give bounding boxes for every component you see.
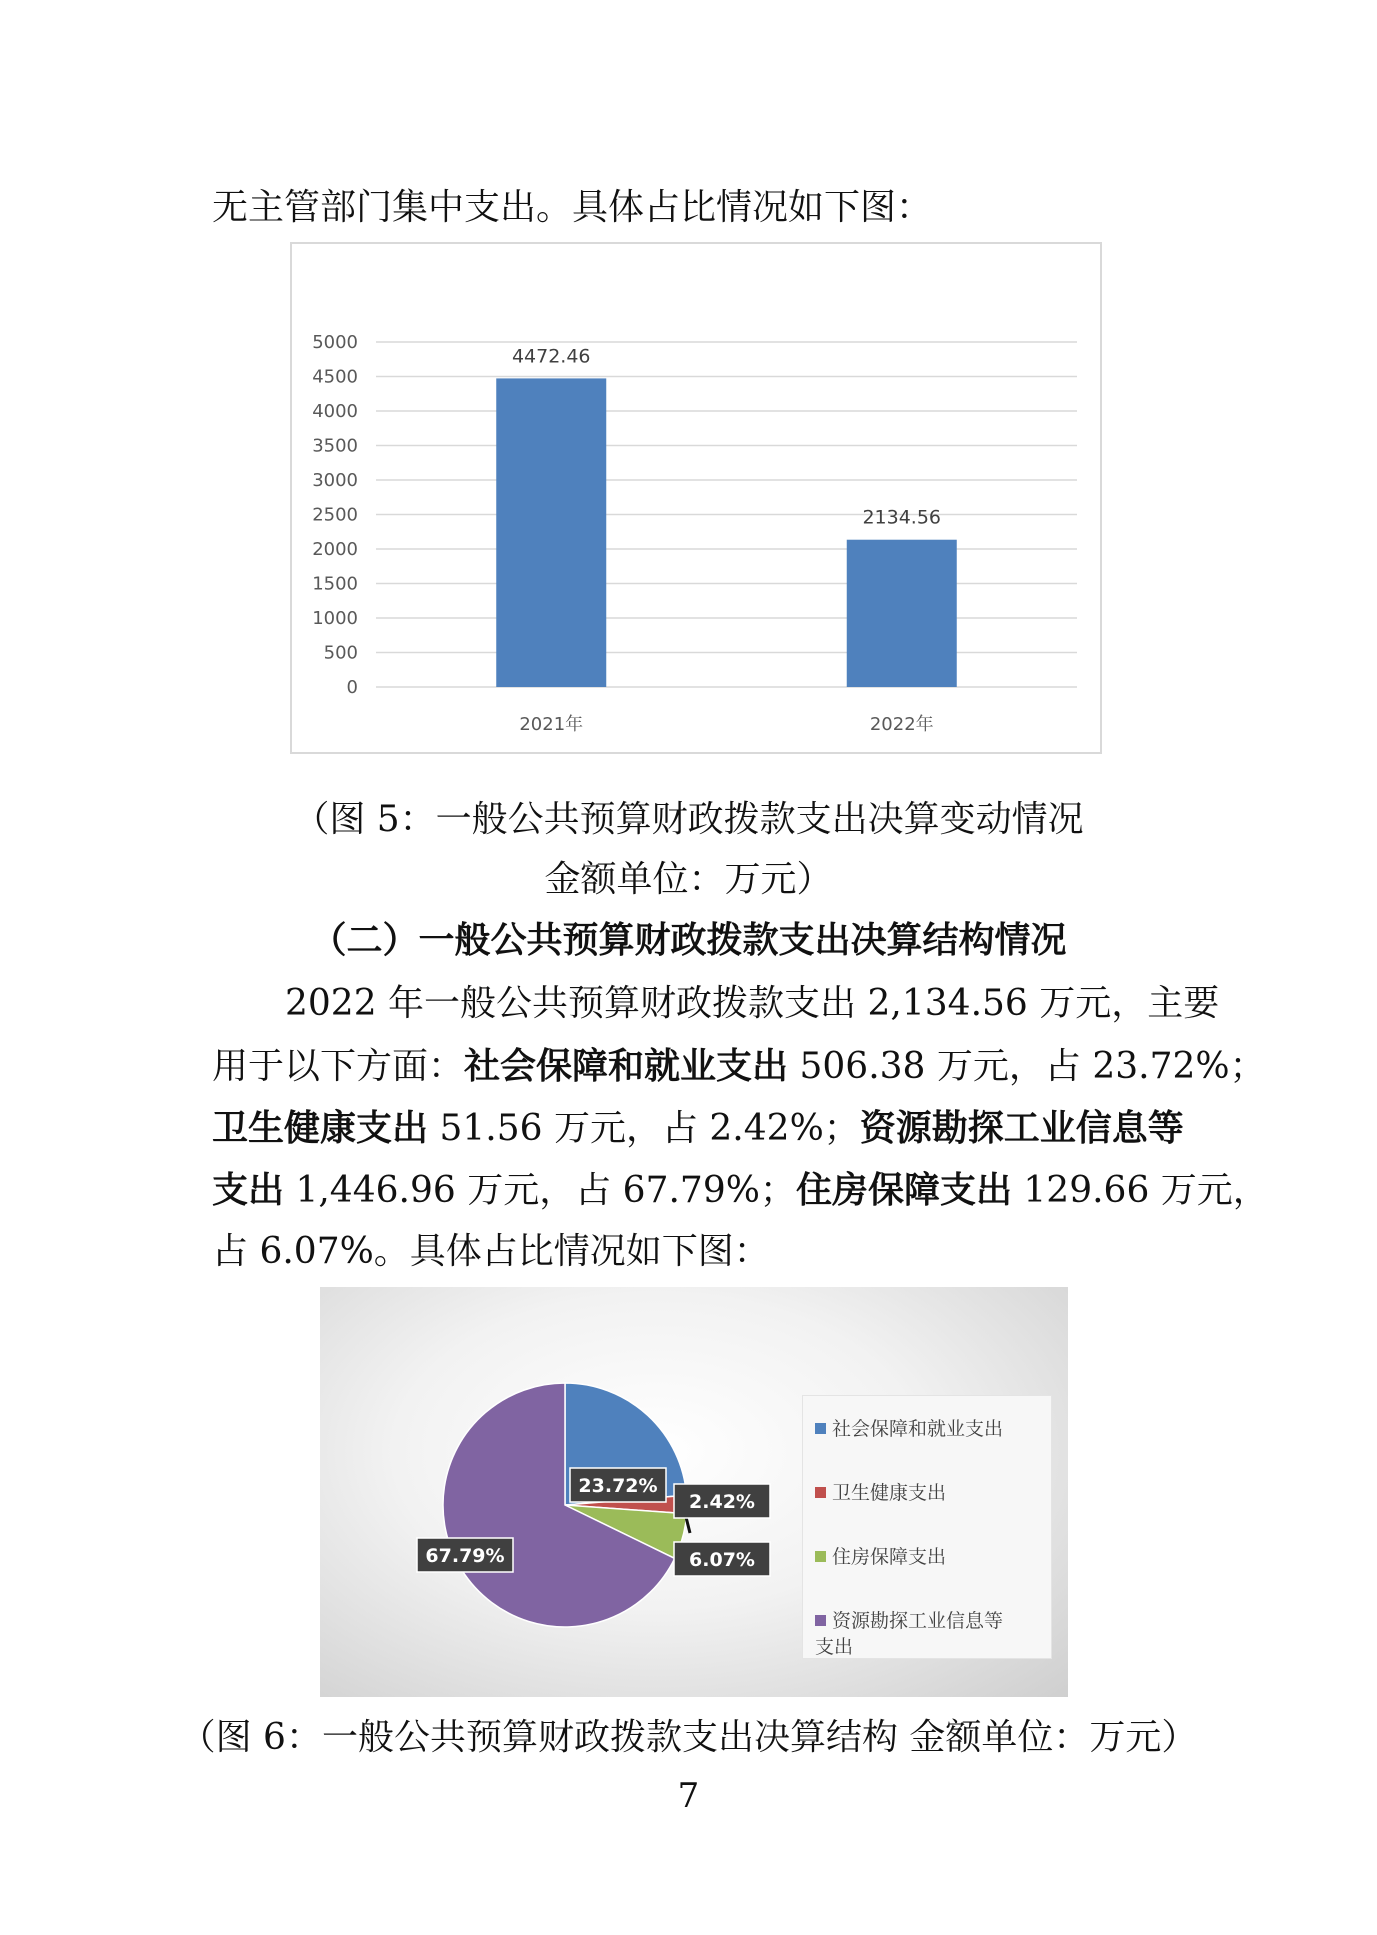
text-run: 51.56 万元，占 2.42%； [428,1108,860,1149]
legend-label: 资源勘探工业信息等支出 [815,1610,1004,1658]
pie-chart [320,1287,1068,1697]
legend-item [815,1608,1021,1660]
data-label: 4472.46 [511,345,591,368]
data-label: 6.07% [689,1549,755,1571]
bar-chart-svg [292,244,1100,752]
y-tick-label: 0 [346,677,358,698]
page-number: 7 [677,1776,700,1816]
legend-label: 卫生健康支出 [832,1482,947,1504]
x-tick-label: 2021年 [519,714,584,735]
legend-swatch [815,1487,826,1498]
text-run: 1,446.96 万元，占 67.79%； [284,1170,796,1211]
data-label: 2134.56 [862,506,942,529]
bold-run: 社会保障和就业支出 [464,1045,789,1087]
y-tick-label: 3000 [312,470,358,491]
y-tick-label: 4000 [312,401,358,422]
bold-run: 支出 [212,1169,285,1211]
legend-label: 住房保障支出 [832,1546,947,1568]
fig5-caption-line1: （图 5：一般公共预算财政拨款支出决算变动情况 [293,799,1084,840]
paragraph-line-2 [212,1042,1266,1091]
pie-legend [802,1395,1052,1659]
bar-chart [290,242,1102,754]
bold-run: 住房保障支出 [795,1169,1012,1211]
y-tick-label: 2000 [312,539,358,560]
bold-run: 资源勘探工业信息等 [859,1107,1184,1149]
section-heading: （二）一般公共预算财政拨款支出决算结构情况 [310,919,1067,961]
data-label: 2.42% [689,1491,755,1513]
paragraph-line-3 [212,1104,1192,1153]
intro-line: 无主管部门集中支出。具体占比情况如下图： [212,187,933,228]
legend-swatch [815,1423,826,1434]
bar [847,540,957,687]
y-tick-label: 1000 [312,608,358,629]
paragraph-line-1 [285,980,1265,1028]
legend-item [815,1544,1045,1570]
bold-run: 卫生健康支出 [212,1107,429,1149]
text-run: 用于以下方面： [212,1046,465,1087]
data-label: 23.72% [578,1475,658,1497]
y-tick-label: 500 [323,642,358,664]
text-run: 506.38 万元，占 23.72%； [788,1046,1266,1087]
fig5-caption-line2: 金额单位：万元） [544,859,833,900]
y-tick-label: 4500 [312,366,358,388]
legend-item [815,1480,1045,1506]
fig6-caption: （图 6：一般公共预算财政拨款支出决算结构 金额单位：万元） [179,1717,1198,1758]
text-run: 2022 年一般公共预算财政拨款支出 2,134.56 万元，主要 [285,983,1220,1024]
bar [496,378,606,687]
data-label: 67.79% [425,1545,505,1567]
paragraph-line-4 [212,1166,1269,1215]
text-run: 129.66 万元， [1011,1170,1269,1211]
legend-item [815,1416,1045,1442]
y-tick-label: 5000 [312,332,358,353]
y-tick-label: 3500 [312,435,358,457]
legend-label: 社会保障和就业支出 [832,1418,1004,1440]
text-run: 占 6.07%。具体占比情况如下图： [212,1231,770,1272]
x-tick-label: 2022年 [869,714,934,735]
legend-swatch [815,1615,826,1626]
y-tick-label: 2500 [312,504,358,526]
y-tick-label: 1500 [312,573,358,595]
paragraph-line-5 [212,1228,1192,1276]
legend-swatch [815,1551,826,1562]
